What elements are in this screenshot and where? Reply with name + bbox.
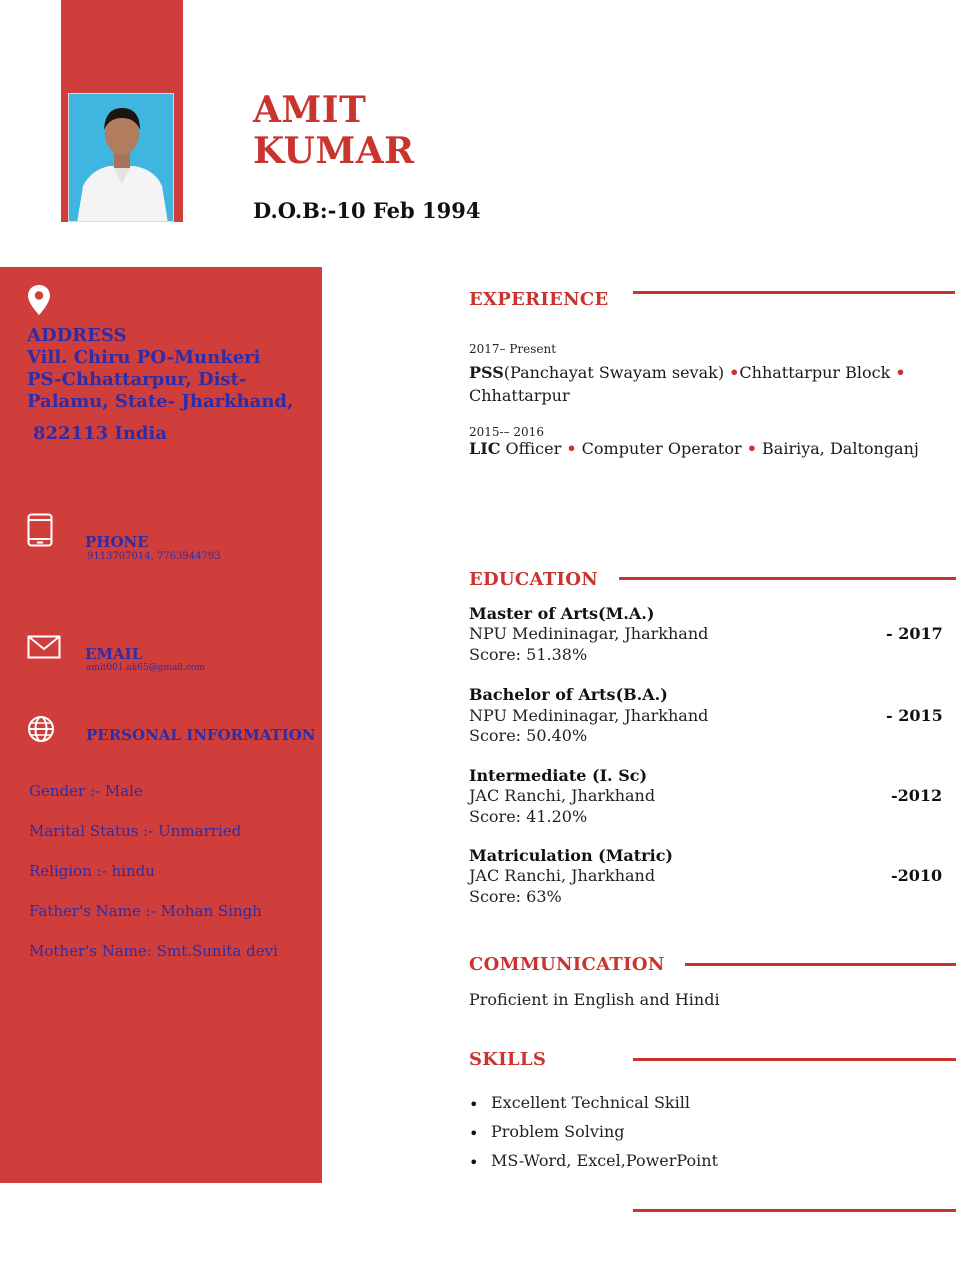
- education-year: - 2017: [886, 624, 943, 643]
- phone-icon: [27, 513, 53, 551]
- phone-number[interactable]: 9113707014, 7763944793: [87, 551, 221, 562]
- address-line: PS-Chhattarpur, Dist-: [27, 369, 247, 390]
- experience-place-cont: Chhattarpur: [469, 386, 570, 405]
- personal-info-religion: Religion :- hindu: [29, 862, 155, 880]
- email-label: EMAIL: [85, 645, 143, 663]
- experience-org-detail: (Panchayat Swayam sevak): [503, 363, 725, 382]
- address-line: Palamu, State- Jharkhand,: [27, 391, 294, 412]
- profile-photo: [68, 93, 174, 222]
- education-year: -2010: [891, 866, 943, 885]
- education-year: -2012: [891, 786, 943, 805]
- experience-role: Computer Operator: [581, 439, 742, 458]
- address-text: [27, 347, 312, 413]
- separator-dot: •: [895, 363, 906, 382]
- location-pin-icon: [27, 284, 51, 320]
- skill-item: • MS-Word, Excel,PowerPoint: [469, 1151, 718, 1180]
- skills-list: [469, 1093, 718, 1180]
- personal-info-label: PERSONAL INFORMATION: [86, 726, 316, 744]
- address-line: Vill. Chiru PO-Munkeri: [27, 347, 261, 368]
- experience-dates: 2017– Present: [469, 342, 557, 356]
- education-degree: Matriculation (Matric): [469, 846, 673, 865]
- personal-info-mother: Mother's Name: Smt.Sunita devi: [29, 942, 278, 960]
- experience-place: Chhattarpur Block: [739, 363, 891, 382]
- experience-divider: [633, 291, 955, 294]
- experience-dates: 2015-– 2016: [469, 425, 544, 439]
- education-degree: Master of Arts(M.A.): [469, 604, 655, 623]
- education-heading: EDUCATION: [469, 569, 598, 590]
- separator-dot: •: [566, 439, 577, 458]
- date-of-birth: D.O.B:-10 Feb 1994: [253, 198, 481, 223]
- personal-info-father: Father's Name :- Mohan Singh: [29, 902, 262, 920]
- name-last: KUMAR: [253, 130, 415, 172]
- experience-org-detail: Officer: [500, 439, 562, 458]
- education-divider: [619, 577, 956, 580]
- education-score: Score: 63%: [469, 887, 562, 906]
- experience-entry: [469, 439, 919, 458]
- education-degree: Bachelor of Arts(B.A.): [469, 685, 668, 704]
- education-institution: JAC Ranchi, Jharkhand: [469, 866, 656, 885]
- education-degree: Intermediate (I. Sc): [469, 766, 648, 785]
- email-address[interactable]: amit001.ak65@gmail.com: [86, 663, 205, 673]
- candidate-name: [253, 90, 415, 172]
- education-institution: NPU Medininagar, Jharkhand: [469, 624, 709, 643]
- education-score: Score: 41.20%: [469, 807, 588, 826]
- education-institution: JAC Ranchi, Jharkhand: [469, 786, 656, 805]
- personal-info-marital-status: Marital Status :- Unmarried: [29, 822, 242, 840]
- skill-item: • Problem Solving: [469, 1122, 718, 1151]
- email-icon: [27, 635, 61, 663]
- experience-org: LIC: [469, 439, 501, 458]
- skill-item: • Excellent Technical Skill: [469, 1093, 718, 1122]
- experience-entry: [469, 363, 906, 382]
- name-first: AMIT: [253, 89, 367, 131]
- address-pincode: 822113 India: [33, 423, 168, 444]
- address-label: ADDRESS: [27, 325, 127, 346]
- experience-heading: EXPERIENCE: [469, 289, 609, 310]
- separator-dot: •: [729, 363, 740, 382]
- globe-icon: [27, 715, 55, 747]
- contact-sidebar: [0, 267, 322, 1183]
- education-institution: NPU Medininagar, Jharkhand: [469, 706, 709, 725]
- communication-divider: [685, 963, 956, 966]
- communication-heading: COMMUNICATION: [469, 954, 665, 975]
- communication-text: Proficient in English and Hindi: [469, 990, 720, 1009]
- skills-heading: SKILLS: [469, 1049, 547, 1070]
- personal-info-gender: Gender :- Male: [29, 782, 143, 800]
- education-score: Score: 50.40%: [469, 726, 588, 745]
- separator-dot: •: [746, 439, 757, 458]
- experience-org: PSS: [469, 363, 504, 382]
- skills-divider: [633, 1058, 956, 1061]
- experience-place: Bairiya, Daltonganj: [762, 439, 919, 458]
- phone-label: PHONE: [85, 533, 149, 551]
- footer-divider: [633, 1209, 956, 1212]
- education-year: - 2015: [886, 706, 943, 725]
- education-score: Score: 51.38%: [469, 645, 588, 664]
